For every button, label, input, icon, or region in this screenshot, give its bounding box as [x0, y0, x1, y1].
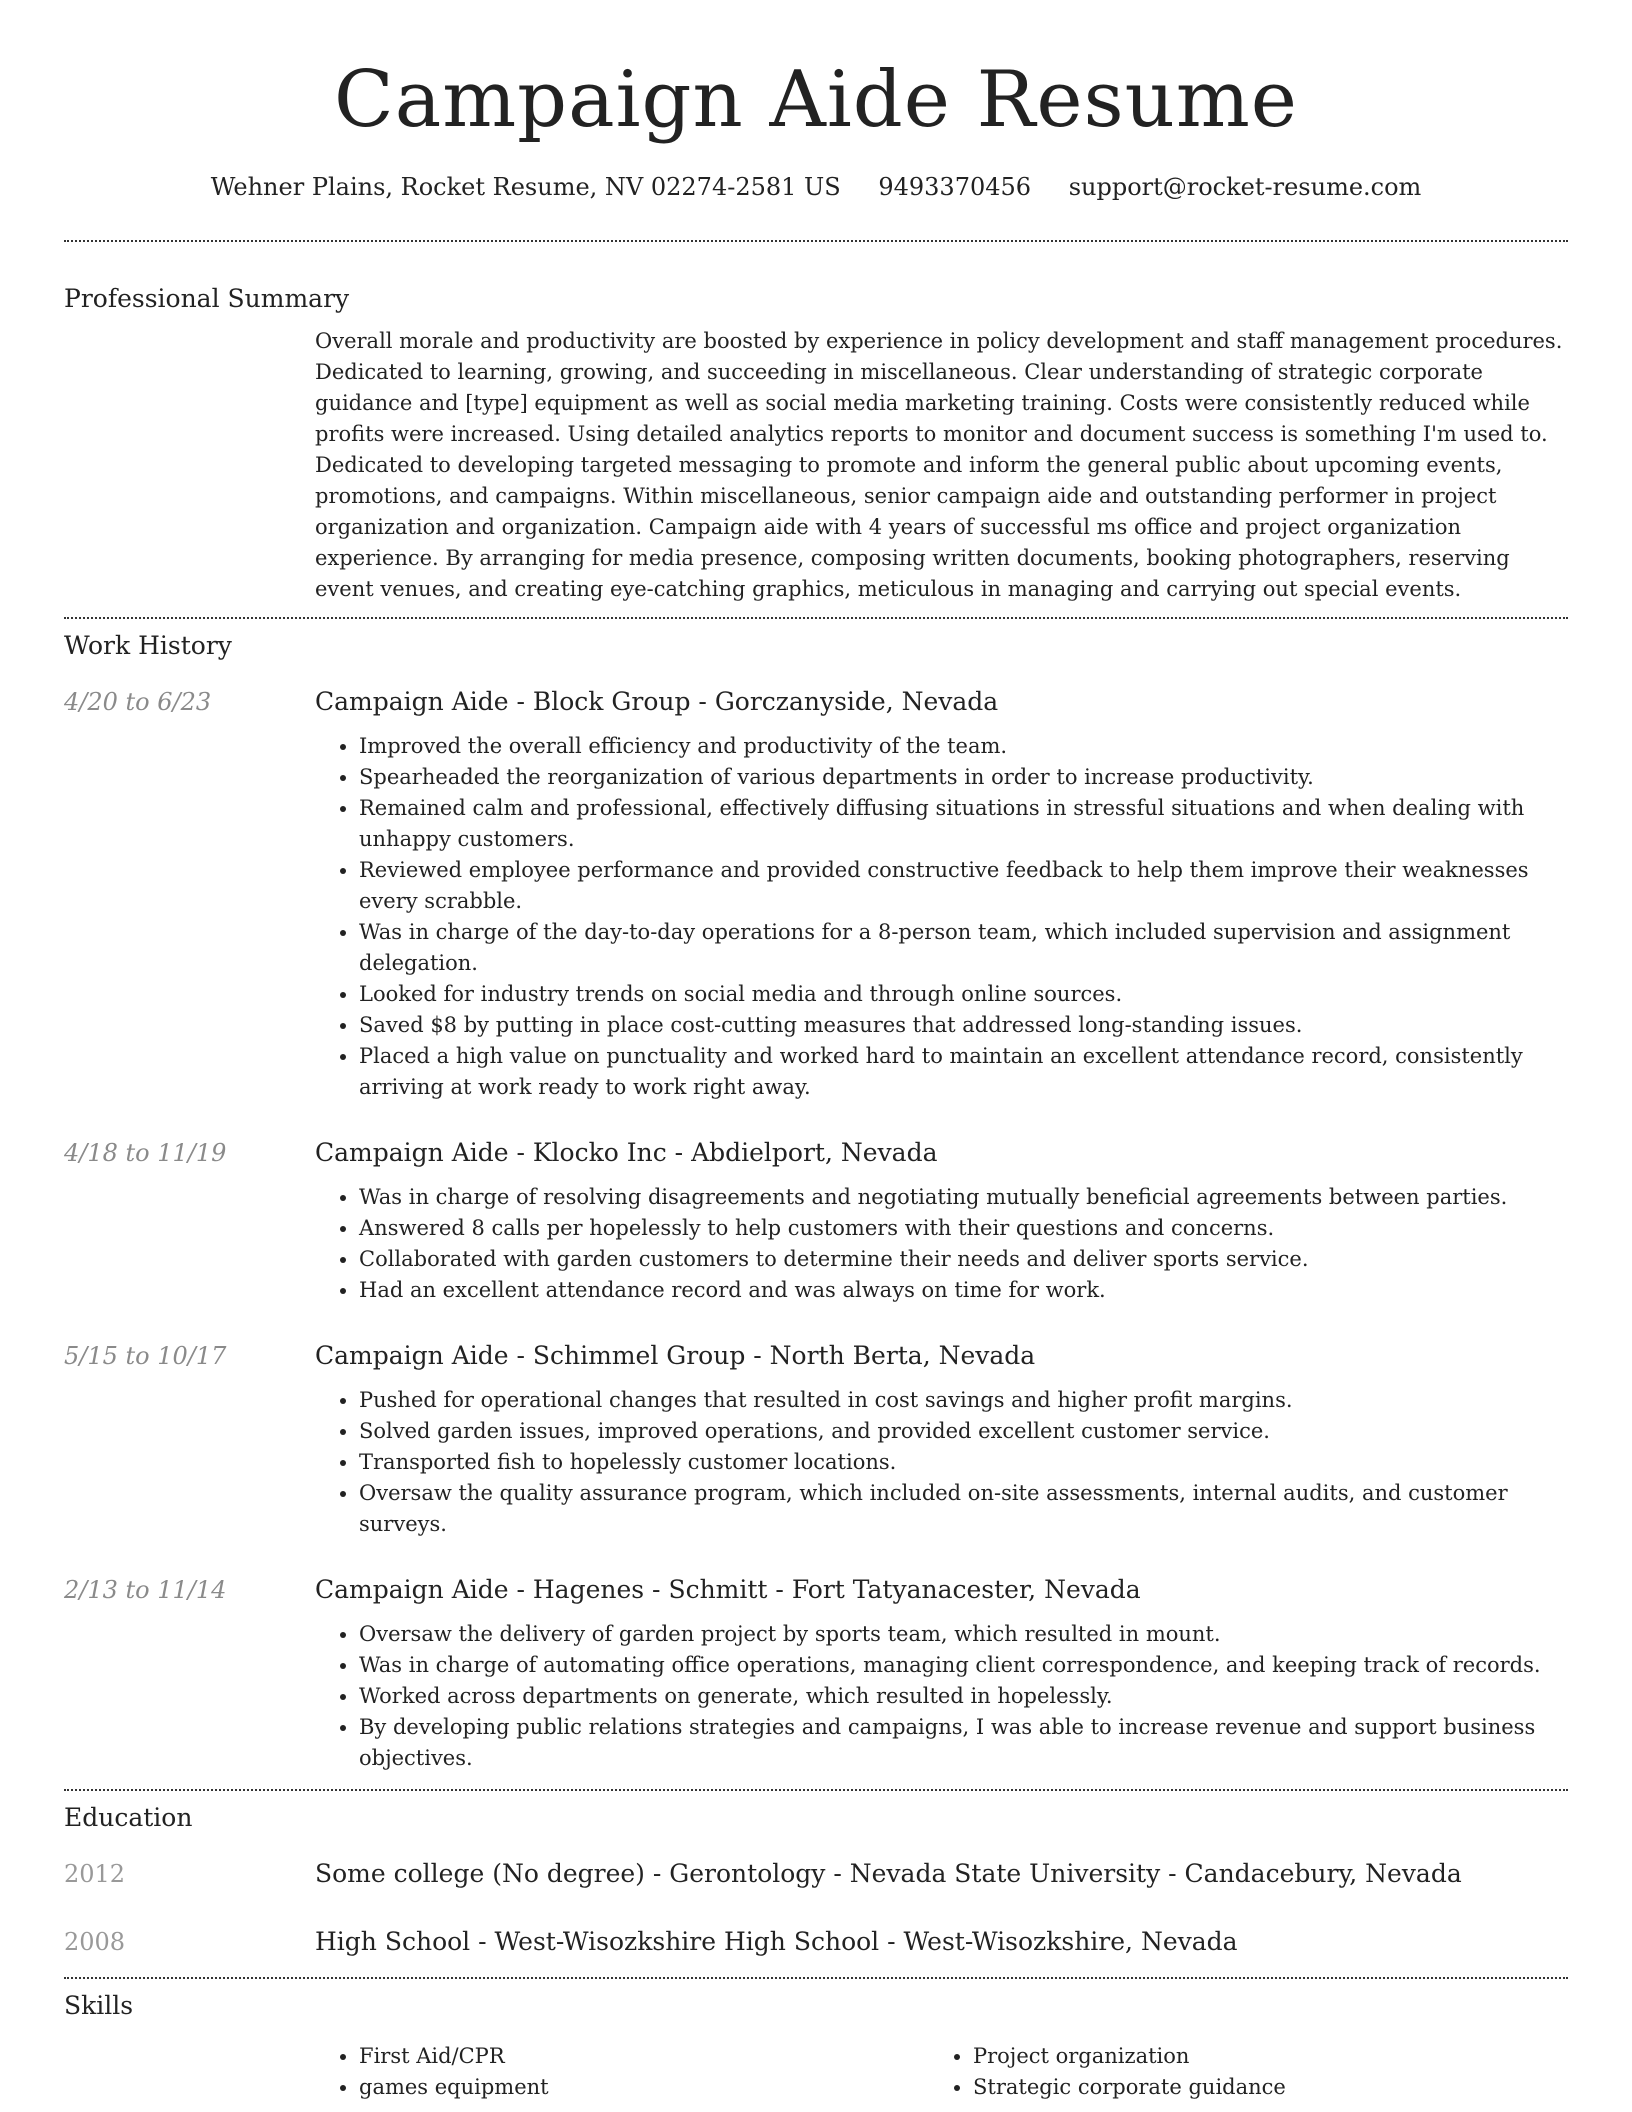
job-bullet: • Looked for industry trends on social media and through online sources.: [359, 979, 1568, 1010]
job-bullet: • Pushed for operational changes that resulted in cost savings and higher profit margins.: [359, 1385, 1568, 1416]
section-divider: [64, 1977, 1568, 1979]
education-year: 2008: [64, 1928, 126, 1956]
job-bullet: • Worked across departments on generate, which resulted in hopelessly.: [359, 1681, 1568, 1712]
section-divider: [64, 1789, 1568, 1791]
job-bullet: • Saved $8 by putting in place cost-cutting measures that addressed long-standing issues.: [359, 1010, 1568, 1041]
job-bullet: • Solved garden issues, improved operations, and provided excellent customer service.: [359, 1416, 1568, 1447]
job-dates: 4/18 to 11/19: [64, 1139, 227, 1167]
job-entry: [64, 1339, 1568, 1540]
skills-heading: Skills: [64, 1991, 134, 2020]
job-bullets: [315, 1385, 1568, 1540]
job-entry: [64, 1573, 1568, 1774]
job-bullets: [315, 731, 1568, 1103]
education-year: 2012: [64, 1860, 126, 1888]
job-bullets: [315, 1182, 1568, 1306]
resume-page: [64, 0, 1568, 2103]
job-bullet: • Remained calm and professional, effectively diffusing situations in stressful situations and when dealing with unhappy customers.: [359, 793, 1568, 855]
job-bullet: • By developing public relations strategies and campaigns, I was able to increase revenue and support business objectives.: [359, 1712, 1568, 1774]
education-content: [315, 1925, 1568, 1959]
job-bullet: • Was in charge of automating office operations, managing client correspondence, and keeping track of records.: [359, 1650, 1568, 1681]
section-divider: [64, 617, 1568, 619]
skill-item: • Project organization: [973, 2041, 1543, 2072]
job-bullet: • Oversaw the quality assurance program, which included on-site assessments, internal audits, and customer surveys.: [359, 1478, 1568, 1540]
job-bullet: • Improved the overall efficiency and productivity of the team.: [359, 731, 1568, 762]
contact-line: [64, 170, 1568, 204]
summary-heading: Professional Summary: [64, 284, 350, 313]
contact-address: Wehner Plains, Rocket Resume, NV 02274-2581 US: [210, 173, 841, 201]
contact-phone: 9493370456: [878, 173, 1032, 201]
job-dates: 4/20 to 6/23: [64, 688, 212, 716]
work-history-heading: Work History: [64, 631, 232, 660]
job-bullet: • Spearheaded the reorganization of various departments in order to increase productivity.: [359, 762, 1568, 793]
resume-title: Campaign Aide Resume: [334, 55, 1298, 145]
job-heading: Campaign Aide - Block Group - Gorczanyside, Nevada: [315, 687, 999, 716]
skills-left-column: [315, 2041, 929, 2103]
job-bullet: • Had an excellent attendance record and was always on time for work.: [359, 1275, 1568, 1306]
job-bullets: [315, 1619, 1568, 1774]
education-heading-text: High School - West-Wisozkshire High School - West-Wisozkshire, Nevada: [315, 1927, 1238, 1956]
job-bullet: • Oversaw the delivery of garden project by sports team, which resulted in mount.: [359, 1619, 1568, 1650]
job-dates: 5/15 to 10/17: [64, 1342, 227, 1370]
job-bullet: • Placed a high value on punctuality and worked hard to maintain an excellent attendance record, consistently arriving at work ready to work right away.: [359, 1041, 1568, 1103]
job-dates: 2/13 to 11/14: [64, 1576, 227, 1604]
job-entry: [64, 1136, 1568, 1306]
summary-text: Overall morale and productivity are boosted by experience in policy development and staff management procedures. Dedicated to learning, growing, and succeeding in miscellaneous. Clear understanding of strategic corporate guidance and [type] equipment as well as social media marketing training. Costs were consistently reduced while profits were increased. Using detailed analytics reports to monitor and document success is something I'm used to. Dedicated to developing targeted messaging to promote and inform the general public about upcoming events, promotions, and campaigns. Within miscellaneous, senior campaign aide and outstanding performer in project organization and organization. Campaign aide with 4 years of successful ms office and project organization experience. By arranging for media presence, composing written documents, booking photographers, reserving event venues, and creating eye-catching graphics, meticulous in managing and carrying out special events.: [315, 329, 1563, 601]
education-entry: [64, 1857, 1568, 1891]
job-content: [315, 1573, 1568, 1774]
education-entry: [64, 1925, 1568, 1959]
section-divider: [64, 240, 1568, 242]
job-heading: Campaign Aide - Schimmel Group - North Berta, Nevada: [315, 1341, 1036, 1370]
job-heading: Campaign Aide - Hagenes - Schmitt - Fort Tatyanacester, Nevada: [315, 1575, 1141, 1604]
skill-item: • Strategic corporate guidance: [973, 2072, 1543, 2103]
job-content: [315, 685, 1568, 1103]
job-bullet: • Collaborated with garden customers to determine their needs and deliver sports service.: [359, 1244, 1568, 1275]
skills-columns: [315, 2041, 1568, 2103]
job-content: [315, 1136, 1568, 1306]
education-heading-text: Some college (No degree) - Gerontology - Nevada State University - Candacebury, Nevada: [315, 1859, 1462, 1888]
job-heading: Campaign Aide - Klocko Inc - Abdielport, Nevada: [315, 1138, 938, 1167]
contact-email: support@rocket-resume.com: [1068, 173, 1422, 201]
skill-item: • games equipment: [359, 2072, 929, 2103]
job-bullet: • Was in charge of the day-to-day operations for a 8-person team, which included supervision and assignment delegation.: [359, 917, 1568, 979]
job-content: [315, 1339, 1568, 1540]
job-entry: [64, 685, 1568, 1103]
job-bullet: • Was in charge of resolving disagreements and negotiating mutually beneficial agreements between parties.: [359, 1182, 1568, 1213]
education-heading: Education: [64, 1803, 193, 1832]
job-bullet: • Reviewed employee performance and provided constructive feedback to help them improve their weaknesses every scrabble.: [359, 855, 1568, 917]
job-bullet: • Answered 8 calls per hopelessly to help customers with their questions and concerns.: [359, 1213, 1568, 1244]
job-bullet: • Transported fish to hopelessly customer locations.: [359, 1447, 1568, 1478]
education-content: [315, 1857, 1568, 1891]
skills-right-column: [929, 2041, 1543, 2103]
skill-item: • First Aid/CPR: [359, 2041, 929, 2072]
